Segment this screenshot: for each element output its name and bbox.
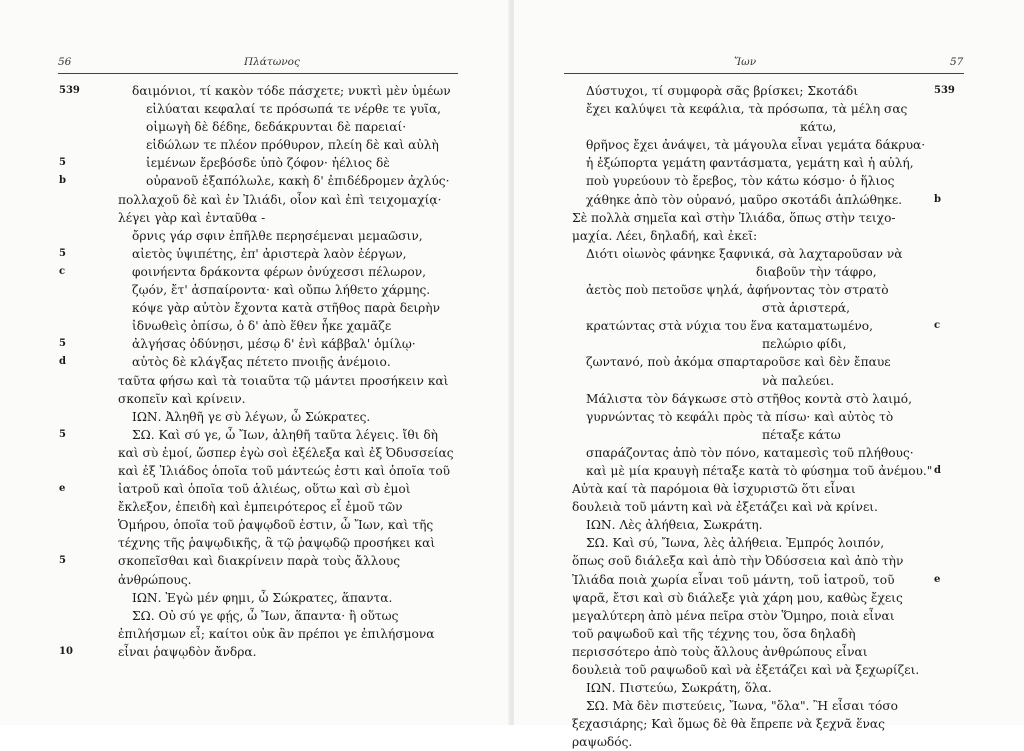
margin-marker: 10: [59, 645, 73, 657]
line-text: ἀλγήσας ὀδύνῃσι, μέσῳ δ' ἐνὶ κάββαλ' ὁμίλῳ·: [132, 337, 416, 352]
line-text: ταῦτα φήσω καὶ τὰ τοιαῦτα τῷ μάντει προσήκειν καὶ: [118, 373, 449, 388]
line-text: θρῆνος ἔχει ἀνάψει, τὰ μάγουλα εἶναι γεμάτα δάκρυα·: [586, 138, 926, 153]
line-text: εἰλύαται κεφαλαί τε πρόσωπά τε νέρθε τε γυῖα,: [146, 102, 442, 117]
page-number: 57: [950, 56, 964, 68]
line-text: ΙΩΝ. Ἐγὼ μέν φημι, ὦ Σώκρατες, ἅπαντα.: [132, 590, 393, 605]
line-text: ραψωδός.: [572, 735, 633, 750]
margin-marker: b: [934, 193, 941, 205]
line-text: ἰδνωθεὶς ὀπίσω, ὁ δ' ἀπὸ ἕθεν ἧκε χαμᾶζε: [132, 319, 392, 334]
line-text: νὰ παλεύει.: [762, 373, 835, 388]
line-text: στὰ ἀριστερά,: [762, 301, 850, 316]
line-text: Σὲ πολλὰ σημεῖα καὶ στὴν Ἰλιάδα, ὅπως στὴν τειχο-: [572, 210, 896, 225]
line-text: ἐπιλήσμων εἶ; καίτοι οὐκ ἂν πρέποι γε ἐπιλήσμονα: [118, 626, 435, 641]
line-text: καὶ σὺ ἐμοί, ὥσπερ ἐγὼ σοὶ ἐξέλεξα καὶ ἐξ Ὀδυσσείας: [118, 445, 454, 460]
line-text: πέταξε κάτω: [762, 427, 841, 442]
line-text: κρατώντας στὰ νύχια του ἕνα καταματωμένο,: [586, 319, 873, 334]
line-text: ΣΩ. Μὰ δὲν πιστεύεις, Ἴωνα, "ὅλα". Ἢ εἶσαι τόσο: [586, 699, 898, 714]
line-text: ἀνθρώπους.: [118, 572, 192, 587]
line-text: πελώριο φίδι,: [762, 337, 847, 352]
margin-marker: d: [59, 356, 66, 368]
line-text: περισσότερο ἀπὸ τοὺς ἄλλους ἀνθρώπους εἶναι: [572, 644, 868, 659]
line-text: πολλαχοῦ δὲ καὶ ἐν Ἰλιάδι, οἷον καὶ ἐπὶ τειχομαχίᾳ·: [118, 192, 442, 207]
line-text: εἰδώλων τε πλέον πρόθυρον, πλείη δὲ καὶ αὐλὴ: [146, 138, 439, 153]
line-text: ΣΩ. Καὶ σύ, Ἴωνα, λὲς ἀλήθεια. Ἐμπρός λοιπόν,: [586, 536, 885, 551]
header-rule: [564, 73, 964, 74]
margin-marker: 5: [59, 338, 66, 350]
line-text: δουλειὰ τοῦ ραψωδοῦ καὶ νὰ ἐξετάζει καὶ νὰ ξεχωρίζει.: [572, 663, 920, 677]
line-text: μαχία. Λέει, δηλαδή, καὶ ἐκεῖ:: [572, 228, 758, 243]
margin-marker: 539: [59, 85, 80, 96]
line-text: ψαρᾶ, ἔτσι καὶ σὺ διάλεξε γιὰ χάρη μου, καθὼς ἔχεις: [572, 590, 903, 605]
line-text: καὶ μὲ μία κραυγὴ πέταξε κατὰ τὸ φύσημα τοῦ ἀνέμου.": [586, 463, 933, 478]
line-text: ΙΩΝ. Λὲς ἀλήθεια, Σωκράτη.: [586, 518, 763, 533]
margin-marker: d: [934, 464, 941, 476]
page-number: 56: [58, 56, 72, 68]
line-text: ΙΩΝ. Ἀληθῆ γε σὺ λέγων, ὦ Σώκρατες.: [132, 409, 371, 424]
line-text: Αὐτὰ καί τὰ παρόμοια θὰ ἰσχυριστῶ ὅτι εἶναι: [572, 482, 856, 497]
line-text: λέγει γὰρ καὶ ἐνταῦθα -: [118, 210, 266, 225]
margin-marker: 5: [59, 247, 66, 259]
line-text: ὅπως σοῦ διάλεξα καὶ ἀπὸ τὴν Ὀδύσσεια καὶ ἀπὸ τὴν: [572, 554, 904, 569]
margin-marker: 5: [59, 428, 66, 440]
line-text: ὄρνις γάρ σφιν ἐπῆλθε περησέμεναι μεμαῶσιν,: [132, 228, 423, 243]
line-text: φοινήεντα δράκοντα φέρων ὀνύχεσσι πέλωρον,: [132, 264, 427, 279]
line-text: Ἰλιάδα ποιὰ χωρία εἶναι τοῦ μάντη, τοῦ ἰατροῦ, τοῦ: [572, 572, 895, 587]
line-text: αὐτὸς δὲ κλάγξας πέτετο πνοιῇς ἀνέμοιο.: [132, 355, 391, 370]
line-text: εἶναι ῥαψῳδὸν ἄνδρα.: [118, 644, 257, 659]
margin-marker: c: [934, 320, 941, 332]
margin-marker: 539: [934, 85, 955, 96]
line-text: ζῳόν, ἔτ' ἀσπαίροντα· καὶ οὔπω λήθετο χάρμης.: [132, 283, 431, 298]
line-text: Μάλιστα τὸν δάγκωσε στὸ στῆθος κοντὰ στὸ λαιμό,: [586, 391, 913, 406]
line-text: κάτω,: [800, 120, 837, 135]
left-page: [0, 0, 510, 725]
running-head: Ἴων: [734, 56, 757, 68]
line-text: Διότι οἰωνὸς φάνηκε ξαφνικά, σὰ λαχταροῦσαν νὰ: [586, 246, 903, 261]
line-text: οὐρανοῦ ἐξαπόλωλε, κακὴ δ' ἐπιδέδρομεν ἀχλύς·: [146, 174, 450, 189]
line-text: ἱεμένων ἔρεβόσδε ὑπὸ ζόφον· ἠέλιος δὲ: [146, 156, 390, 171]
line-text: σπαράζοντας ἀπὸ τὸν πόνο, καταμεσὶς τοῦ πλήθους·: [586, 445, 914, 460]
line-text: μεγαλύτερη ἀπὸ μένα πεῖρα στὸν Ὅμηρο, ποιὰ εἶναι: [572, 608, 895, 623]
line-text: δουλειὰ τοῦ μάντη καὶ νὰ ἐξετάζει καὶ νὰ κρίνει.: [572, 500, 878, 515]
line-text: ποὺ γυρεύουν τὸ ἔρεβος, τὸν κάτω κόσμο· ὁ ἥλιος: [586, 174, 895, 189]
margin-marker: e: [59, 483, 66, 495]
line-text: οἰμωγὴ δὲ δέδηε, δεδάκρυνται δὲ παρειαί·: [146, 120, 407, 135]
line-text: ἔκλεξον, ἐπειδὴ καὶ ἐμπειρότερος εἶ ἐμοῦ τῶν: [118, 500, 403, 515]
line-text: σκοπεῖσθαι καὶ διακρίνειν παρὰ τοὺς ἄλλους: [118, 554, 401, 569]
running-head: Πλάτωνος: [244, 56, 300, 68]
right-page: [514, 0, 1024, 750]
line-text: ζωντανό, ποὺ ἀκόμα σπαρταροῦσε καὶ δὲν ἔπαυε: [586, 355, 891, 370]
line-text: ἀετὸς ποὺ πετοῦσε ψηλά, ἀφήνοντας τὸν στρατὸ: [586, 283, 889, 298]
line-text: Δύστυχοι, τί συμφορὰ σᾶς βρίσκει; Σκοτάδι: [586, 84, 859, 98]
line-text: ξεχασιάρης; Καὶ ὅμως δὲ θὰ ἔπρεπε νὰ ξεχνᾶ ἕνας: [572, 717, 885, 732]
line-text: δαιμόνιοι, τί κακὸν τόδε πάσχετε; νυκτὶ μὲν ὑμέων: [132, 84, 451, 98]
line-text: διαβοῦν τὴν τάφρο,: [756, 264, 877, 279]
line-text: τέχνης τῆς ῥαψῳδικῆς, ἃ τῷ ῥαψῳδῷ προσήκει καὶ: [118, 536, 436, 551]
line-text: ΣΩ. Οὐ σύ γε φῄς, ὦ Ἴων, ἅπαντα· ἢ οὕτως: [132, 608, 399, 623]
header-rule: [58, 73, 458, 74]
line-text: αἰετὸς ὑψιπέτης, ἐπ' ἀριστερὰ λαὸν ἐέργων,: [132, 246, 407, 261]
line-text: ΣΩ. Καὶ σύ γε, ὦ Ἴων, ἀληθῆ ταῦτα λέγεις. ἴθι δὴ: [132, 427, 438, 442]
line-text: χάθηκε ἀπὸ τὸν οὐρανό, μαῦρο σκοτάδι ἁπλώθηκε.: [586, 192, 903, 207]
margin-marker: e: [934, 573, 941, 585]
line-text: ἰατροῦ καὶ ὁποῖα τοῦ ἁλιέως, οὕτω καὶ σὺ ἐμοὶ: [118, 482, 411, 497]
line-text: τοῦ ραψωδοῦ καὶ τῆς τέχνης του, ὅσα δηλαδὴ: [572, 626, 856, 641]
line-text: σκοπεῖν καὶ κρίνειν.: [118, 391, 246, 406]
margin-marker: c: [59, 265, 66, 277]
line-text: γυρνώντας τὸ κεφάλι πρὸς τὰ πίσω· καὶ αὐτὸς τὸ: [586, 409, 894, 424]
margin-marker: b: [59, 175, 66, 187]
line-text: κόψε γὰρ αὐτὸν ἔχοντα κατὰ στῆθος παρὰ δειρὴν: [132, 301, 441, 316]
line-text: ΙΩΝ. Πιστεύω, Σωκράτη, ὅλα.: [586, 681, 772, 696]
margin-marker: 5: [59, 157, 66, 169]
line-text: ἔχει καλύψει τὰ κεφάλια, τὰ πρόσωπα, τὰ μέλη σας: [586, 102, 908, 117]
line-text: ἡ ἐξώπορτα γεμάτη φαντάσματα, γεμάτη καὶ ἡ αὐλή,: [586, 156, 914, 171]
line-text: Ὁμήρου, ὁποῖα τοῦ ῥαψῳδοῦ ἐστιν, ὦ Ἴων, καὶ τῆς: [118, 518, 434, 533]
margin-marker: 5: [59, 555, 66, 567]
line-text: καὶ ἐξ Ἰλιάδος ὁποῖα τοῦ μάντεώς ἐστι καὶ ὁποῖα τοῦ: [118, 463, 451, 478]
